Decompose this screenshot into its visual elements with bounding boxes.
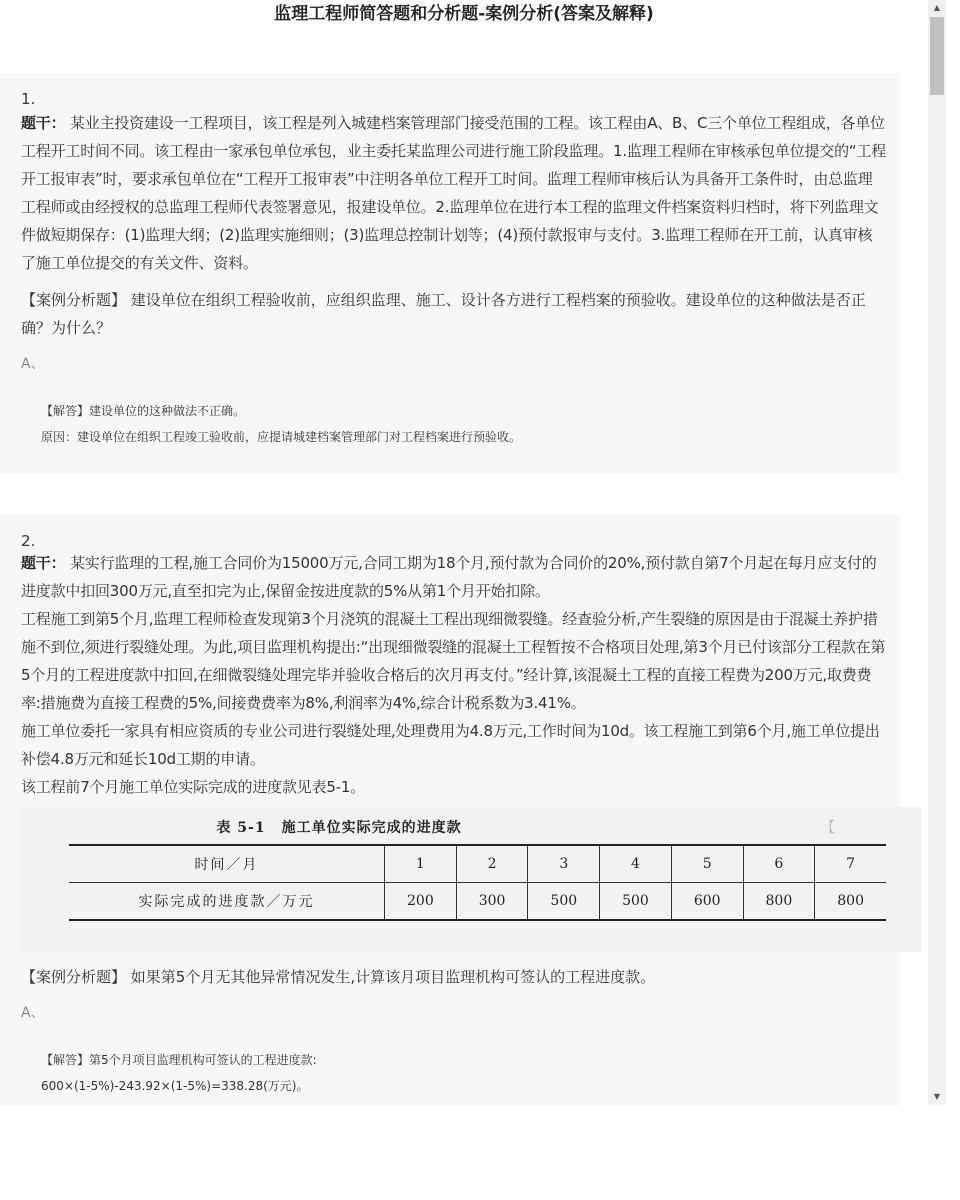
- table-cell: 500: [528, 883, 600, 921]
- question-card-2: [0, 515, 900, 1105]
- table-number: 表 5-1: [216, 820, 266, 836]
- table-cell: 800: [815, 883, 886, 921]
- table-cell: 3: [528, 845, 600, 883]
- table-cell: 6: [743, 845, 815, 883]
- stem-paragraph: 工程施工到第5个月,监理工程师检查发现第3个月浇筑的混凝土工程出现细微裂缝。经查验分析,产生裂缝的原因是由于混凝土养护措施不到位,须进行裂缝处理。为此,项目监理机构提出:“出现细微裂缝的混凝土工程暂按不合格项目处理,第3个月已付该部分工程款在第5个月的工程进度款中扣回,在细微裂缝处理完毕并验收合格后的次月再支付。”经计算,该混凝土工程的直接工程费为200万元,取费费率:措施费为直接工程费的5%,间接费费率为8%,利润率为4%,综合计税系数为3.41%。: [21, 610, 886, 712]
- question-stem: [21, 109, 887, 277]
- table-header-cell: 时间／月: [69, 845, 385, 883]
- table-cell: 2: [456, 845, 528, 883]
- table-cell: 1: [385, 845, 457, 883]
- answer-line: 600×(1-5%)-243.92×(1-5%)=338.28(万元)。: [41, 1079, 309, 1093]
- vertical-scrollbar[interactable]: [928, 0, 946, 1105]
- case-question: 【案例分析题】 如果第5个月无其他异常情况发生,计算该月项目监理机构可签认的工程进度款。: [21, 968, 656, 986]
- table-cell: 800: [743, 883, 815, 921]
- table-cell: 7: [815, 845, 886, 883]
- answer-explanation: [41, 398, 881, 450]
- answer-explanation: [41, 1047, 881, 1099]
- answer-line: 原因：建设单位在组织工程竣工验收前，应提请城建档案管理部门对工程档案进行预验收。: [41, 430, 522, 444]
- triangle-down-icon[interactable]: ▼: [933, 1092, 941, 1101]
- stem-label: 题干：: [21, 114, 66, 132]
- question-stem: [21, 549, 887, 801]
- case-question: 【案例分析题】 建设单位在组织工程验收前，应组织监理、施工、设计各方进行工程档案的预验收。建设单位的这种做法是否正确？为什么？: [21, 291, 866, 337]
- table-cell: 5: [671, 845, 743, 883]
- table-corner-mark: 【: [821, 820, 835, 836]
- stem-paragraph: 该工程前7个月施工单位实际完成的进度款见表5-1。: [21, 778, 366, 796]
- page-title: 监理工程师简答题和分析题-案例分析(答案及解释): [274, 4, 654, 24]
- question-number: 2.: [21, 532, 36, 550]
- answer-option-a[interactable]: A、: [21, 356, 45, 372]
- stem-text: 某实行监理的工程,施工合同价为15000万元,合同工期为18个月,预付款为合同价的20%,预付款自第7个月起在每月应支付的进度款中扣回300万元,直至扣完为止,保留金按进度款的5%从第1个月开始扣除。: [21, 554, 877, 600]
- stem-paragraph: [21, 549, 887, 605]
- stem-label: 题干：: [21, 554, 66, 572]
- table-cell: 600: [671, 883, 743, 921]
- stem-text: 某业主投资建设一工程项目，该工程是列入城建档案管理部门接受范围的工程。该工程由A、B、C三个单位工程组成，各单位工程开工时间不同。该工程由一家承包单位承包，业主委托某监理公司进行施工阶段监理。1.监理工程师在审核承包单位提交的“工程开工报审表”时，要求承包单位在“工程开工报审表”中注明各单位工程开工时间。监理工程师审核后认为具备开工条件时，由总监理工程师或由经授权的总监理工程师代表签署意见，报建设单位。2.监理单位在进行本工程的监理文件档案资料归档时，将下列监理文件做短期保存：(1)监理大纲；(2)监理实施细则；(3)监理总控制计划等；(4)预付款报审与支付。3.监理工程师在开工前，认真审核了施工单位提交的有关文件、资料。: [21, 114, 887, 272]
- table-row: [69, 845, 886, 883]
- progress-payment-table-image: [21, 807, 921, 952]
- stem-paragraph: 施工单位委托一家具有相应资质的专业公司进行裂缝处理,处理费用为4.8万元,工作时间为10d。该工程施工到第6个月,施工单位提出补偿4.8万元和延长10d工期的申请。: [21, 722, 880, 768]
- progress-payment-table: [69, 844, 886, 921]
- scrollbar-thumb[interactable]: [930, 17, 944, 95]
- triangle-up-icon[interactable]: ▲: [933, 3, 941, 12]
- table-cell: 200: [385, 883, 457, 921]
- table-title: 施工单位实际完成的进度款: [281, 820, 462, 836]
- table-cell: 500: [600, 883, 672, 921]
- table-cell: 300: [456, 883, 528, 921]
- answer-line: 【解答】建设单位的这种做法不正确。: [41, 404, 246, 418]
- question-number: 1.: [21, 90, 36, 108]
- answer-line: 【解答】第5个月项目监理机构可签认的工程进度款:: [41, 1053, 317, 1067]
- table-row: [69, 883, 886, 921]
- table-cell: 4: [600, 845, 672, 883]
- answer-option-a[interactable]: A、: [21, 1005, 45, 1021]
- table-caption: [21, 817, 657, 837]
- table-header-cell: 实际完成的进度款／万元: [138, 894, 315, 910]
- question-card-1: [0, 73, 900, 473]
